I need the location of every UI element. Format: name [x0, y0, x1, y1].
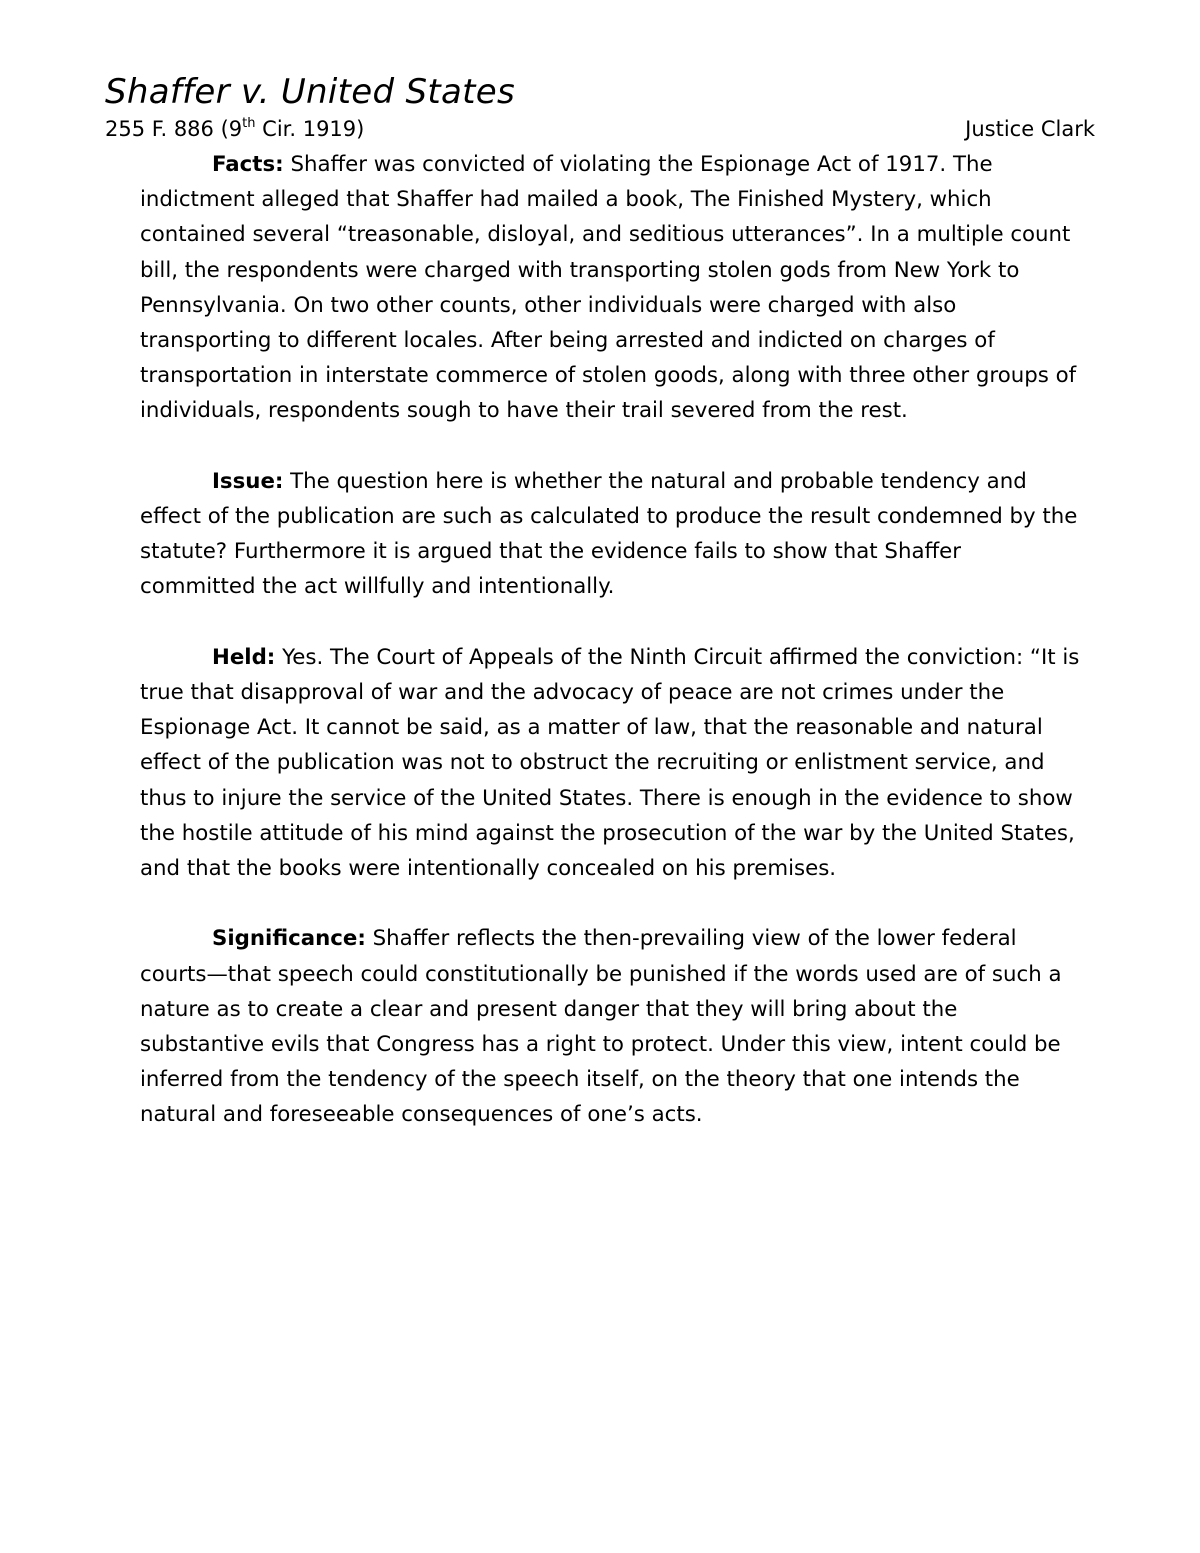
issue-label: Issue: [212, 468, 284, 494]
citation-reporter: 255 F. 886 (9 [105, 117, 243, 141]
held-label: Held: [212, 644, 276, 670]
significance-text: Shaffer reflects the then-prevailing view of the lower federal courts—that speech could constitutionally be punished if the words used are of such a nature as to create a clear and present danger that they will bring about the substantive evils that Congress has a right to protect. Under this view, intent could be inferred from the tendency of the speech itself, on the theory that one intends the natural and foreseeable consequences of one’s acts. [140, 926, 1062, 1128]
blank-line [140, 605, 1080, 640]
case-brief-body [140, 147, 1080, 1168]
held-text: Yes. The Court of Appeals of the Ninth Circuit affirmed the conviction: “It is true that disapproval of war and the advocacy of peace are not crimes under the Espionage Act. It cannot be said, as a matter of law, that the reasonable and natural effect of the publication was not to obstruct the recruiting or enlistment service, and thus to injure the service of the United States. There is enough in the evidence to show the hostile attitude of his mind against the prosecution of the war by the United States, and that the books were intentionally concealed on his premises. [140, 644, 1080, 882]
significance-label: Significance: [212, 926, 366, 952]
citation-line [105, 114, 1095, 144]
facts-label: Facts: [212, 152, 284, 177]
held-paragraph [140, 640, 1080, 886]
empty-bullet-line [140, 429, 1080, 464]
issue-paragraph [140, 464, 1080, 605]
facts-paragraph [140, 147, 1080, 429]
significance-paragraph [140, 921, 1080, 1132]
citation-court-year: Cir. 1919) [255, 117, 365, 141]
justice-name: Justice Clark [965, 117, 1095, 141]
issue-text: The question here is whether the natural and probable tendency and effect of the publication are such as calculated to produce the result condemned by the statute? Furthermore it is argued that the evidence fails to show that Shaffer committed the act willfully and intentionally. [140, 468, 1078, 600]
case-title: Shaffer v. United States [105, 72, 516, 112]
facts-text: Shaffer was convicted of violating the Espionage Act of 1917. The indictment alleged that Shaffer had mailed a book, The Finished Mystery, which contained several “treasonable, disloyal, and seditious utterances”. In a multiple count bill, the respondents were charged with transporting stolen gods from New York to Pennsylvania. On two other counts, other individuals were charged with also transporting to different locales. After being arrested and indicted on charges of transportation in interstate commerce of stolen goods, along with three other groups of individuals, respondents sough to have their trail severed from the rest. [140, 152, 1077, 424]
empty-bullet-line [140, 1133, 1080, 1168]
citation-ordinal-suffix: th [242, 116, 256, 131]
empty-bullet-line [140, 886, 1080, 921]
case-citation [105, 114, 364, 144]
